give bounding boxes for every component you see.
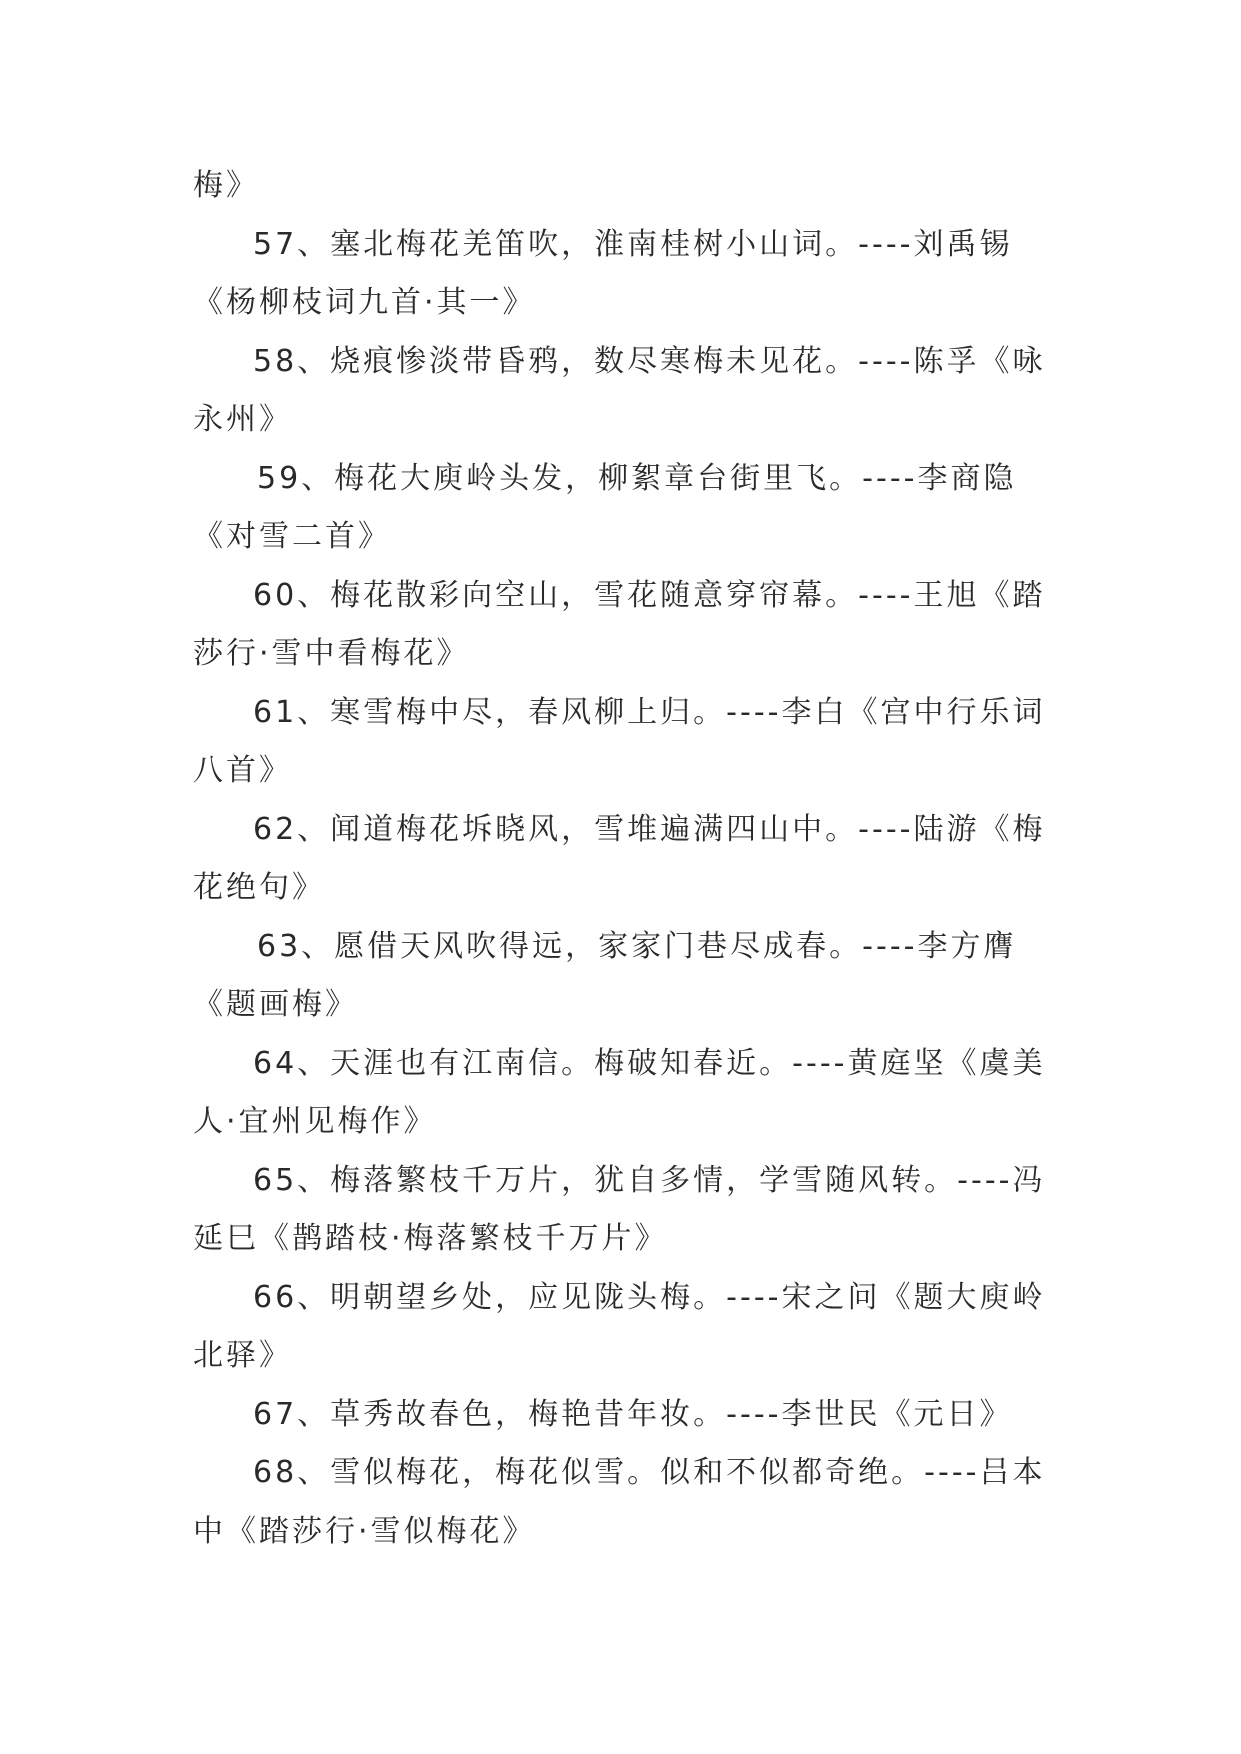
entry-63: 63、愿借天风吹得远，家家门巷尽成春。----李方膺《题画梅》	[193, 928, 1017, 1022]
entry-60: 60、梅花散彩向空山，雪花随意穿帘幕。----王旭《踏莎行·雪中看梅花》	[193, 577, 1046, 671]
entry-65: 65、梅落繁枝千万片，犹自多情，学雪随风转。----冯延巳《鹊踏枝·梅落繁枝千万片》	[193, 1162, 1046, 1256]
entry-58: 58、烧痕惨淡带昏鸦，数尽寒梅未见花。----陈孚《咏永州》	[193, 343, 1046, 437]
continuation-line: 梅》	[193, 168, 259, 203]
entry-62: 62、闻道梅花坼晓风，雪堆遍满四山中。----陆游《梅花绝句》	[193, 811, 1046, 905]
entry-68: 68、雪似梅花，梅花似雪。似和不似都奇绝。----吕本中《踏莎行·雪似梅花》	[193, 1455, 1046, 1549]
entry-66: 66、明朝望乡处，应见陇头梅。----宋之问《题大庾岭北驿》	[193, 1279, 1046, 1373]
entry-67: 67、草秀故春色，梅艳昔年妆。----李世民《元日》	[253, 1396, 1013, 1432]
entry-59: 59、梅花大庾岭头发，柳絮章台街里飞。----李商隐《对雪二首》	[193, 460, 1017, 554]
poem-list	[193, 157, 1055, 1561]
entry-57: 57、塞北梅花羌笛吹，淮南桂树小山词。----刘禹锡《杨柳枝词九首·其一》	[193, 226, 1013, 320]
entry-64: 64、天涯也有江南信。梅破知春近。----黄庭坚《虞美人·宜州见梅作》	[193, 1045, 1046, 1139]
entry-61: 61、寒雪梅中尽，春风柳上归。----李白《宫中行乐词八首》	[193, 694, 1046, 788]
